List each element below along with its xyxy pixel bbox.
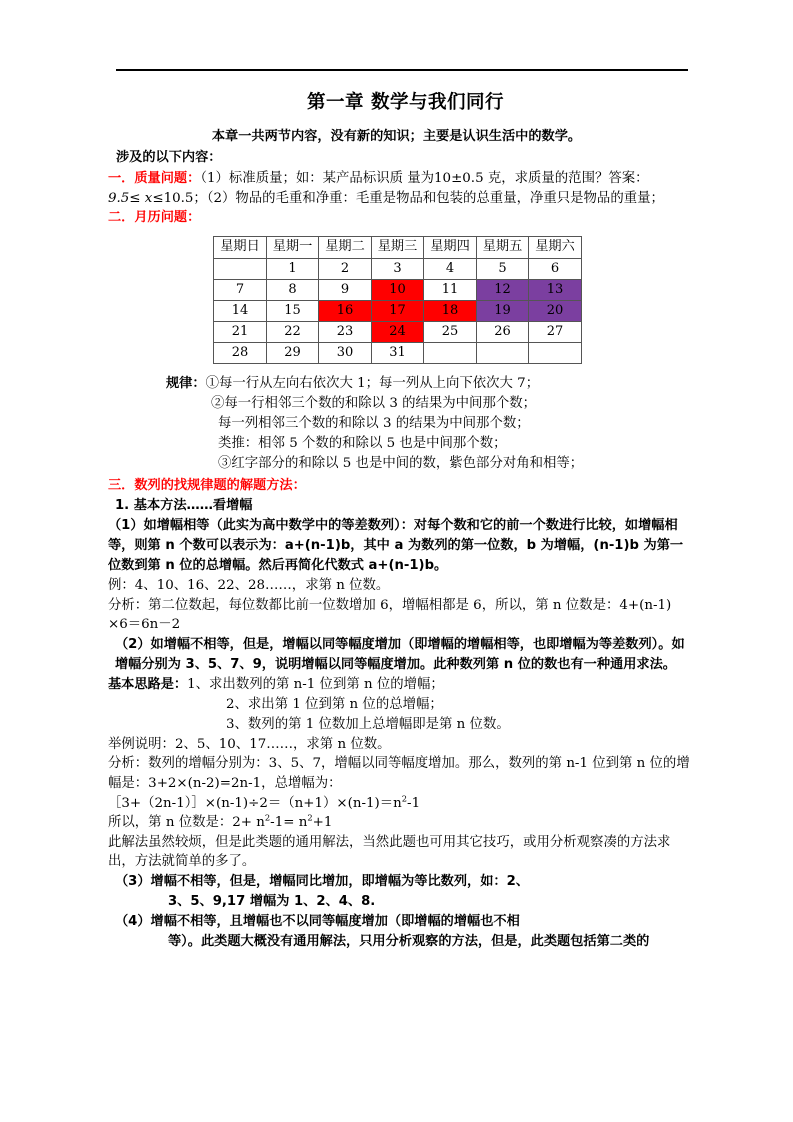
calendar-day-cell: 9 [319, 279, 372, 300]
calendar-day-cell: 27 [529, 321, 582, 342]
analysis-1: 分析：第二位数起，每位数都比前一位数增加 6，增幅相都是 6，所以，第 n 位数是：4+(n-1) [108, 597, 672, 613]
calendar-day-cell: 10 [371, 279, 424, 300]
calendar-week-row [214, 342, 582, 363]
calendar-day-cell: 4 [424, 258, 477, 279]
calendar-rules-block [108, 374, 693, 475]
analysis-1-cont: ×6＝6n－2 [108, 617, 181, 633]
calendar-day-cell: 2 [319, 258, 372, 279]
rule-line-4 [166, 434, 693, 454]
calendar-header-cell-6: 星期六 [529, 236, 582, 258]
calendar-day-cell: 8 [266, 279, 319, 300]
calendar-header-row [214, 236, 582, 258]
section-1-text-a: （1）标准质量；如：某产品标识质 量为10±0.5 克，求质量的范围？答案： [200, 171, 649, 187]
section-1-ineq-var: x [144, 191, 153, 207]
section-1-paragraph [108, 169, 693, 189]
calendar-day-cell: 11 [424, 279, 477, 300]
calendar-day-cell: 28 [214, 342, 267, 363]
header-rule [116, 69, 688, 71]
section-1-heading: 一．质量问题： [108, 171, 201, 187]
section-1-paragraph-b [108, 189, 693, 209]
month-calendar-table [213, 236, 582, 364]
calendar-day-cell [529, 342, 582, 363]
rule-text-2: ②每一行相邻三个数的和除以 3 的结果为中间那个数； [211, 396, 537, 412]
calendar-week-row [214, 300, 582, 321]
calendar-day-cell: 24 [371, 321, 424, 342]
calendar-header-cell-3: 星期三 [371, 236, 424, 258]
method-1-title: 1. 基本方法……看增幅 [115, 497, 253, 513]
rule-line-1 [166, 374, 693, 394]
calendar-day-cell [476, 342, 529, 363]
calendar-header-cell-0: 星期日 [214, 236, 267, 258]
calendar-day-cell: 1 [266, 258, 319, 279]
calendar-day-cell: 5 [476, 258, 529, 279]
calendar-day-cell: 21 [214, 321, 267, 342]
approach-label: 基本思路是： [108, 677, 188, 693]
approach-step-2-line: 2、求出第 1 位到第 n 位的总增幅； [226, 697, 443, 713]
formula-2-main: 所以，第 n 位数是：2+ n [108, 815, 265, 831]
method-item-1: （1）如增幅相等（此实为高中数学中的等差数列）：对每个数和它的前一个数进行比较，如增幅相等，则第 n 个数可以表示为：a+(n-1)b，其中 a 为数列的第一位数，b 为增幅，(n-1)b 为第一位数到第 n 位的总增幅。然后再简化代数式 a+(n-1)b。 [108, 517, 684, 573]
section-3-heading: 三．数列的找规律题的解题方法： [108, 477, 306, 493]
calendar-day-cell: 18 [424, 300, 477, 321]
formula-2-mid: -1= n [270, 815, 308, 831]
rule-text-5: ③红字部分的和除以 5 也是中间的数，紫色部分对角和相等； [218, 456, 584, 472]
calendar-day-cell: 12 [476, 279, 529, 300]
calendar-header-cell-4: 星期四 [424, 236, 477, 258]
section-1-ineq-le2: ≤10.5 [152, 191, 194, 207]
rules-label: 规律： [166, 375, 206, 391]
formula-1-main: ［3+（2n-1）］×(n-1)÷2＝（n+1）×(n-1)＝n [108, 795, 402, 811]
formula-1 [108, 794, 693, 814]
calendar-day-cell: 6 [529, 258, 582, 279]
rule-text-1: ①每一行从左向右依次大 1；每一列从上向下依次大 7； [205, 375, 540, 391]
section-2-heading: 二．月历问题： [108, 209, 201, 225]
calendar-day-cell: 3 [371, 258, 424, 279]
rule-line-3 [166, 414, 693, 434]
formula-2-exponent-1: 2 [264, 813, 271, 824]
calendar-day-cell: 16 [319, 300, 372, 321]
calendar-week-row [214, 279, 582, 300]
rule-line-2 [166, 394, 693, 414]
method-item-4-line-2: 等）。此类题大概没有通用解法，只用分析观察的方法，但是，此类题包括第二类的 [168, 933, 650, 949]
section-1-text-b-rest: ；（2）物品的毛重和净重：毛重是物品和包装的总重量，净重只是物品的重量； [193, 191, 664, 207]
calendar-day-cell: 13 [529, 279, 582, 300]
calendar-day-cell: 7 [214, 279, 267, 300]
calendar-wrapper [108, 236, 693, 364]
calendar-day-cell: 22 [266, 321, 319, 342]
calendar-day-cell: 23 [319, 321, 372, 342]
example-1: 例：4、10、16、22、28……，求第 n 位数。 [108, 577, 390, 593]
intro-line-2: 涉及的以下内容： [116, 150, 222, 166]
calendar-day-cell: 26 [476, 321, 529, 342]
formula-1-exponent: 2 [401, 793, 408, 804]
calendar-day-cell: 25 [424, 321, 477, 342]
calendar-day-cell: 31 [371, 342, 424, 363]
method-item-2: （2）如增幅不相等，但是，增幅以同等幅度增加（即增幅的增幅相等，也即增幅为等差数列）。如增幅分别为 3、5、7、9，说明增幅以同等幅度增加。此种数列第 n 位的数也有一种通用求法。 [115, 637, 685, 673]
intro-line-1: 本章一共两节内容，没有新的知识；主要是认识生活中的数学。 [211, 128, 582, 144]
method-item-4-line-1: （4）增幅不相等，且增幅也不以同等幅度增加（即增幅的增幅也不相 [115, 913, 520, 929]
section-1-ineq-prefix: 9.5 [108, 191, 130, 207]
calendar-day-cell: 19 [476, 300, 529, 321]
calendar-day-cell [424, 342, 477, 363]
rule-line-5 [166, 454, 693, 474]
calendar-day-cell [214, 258, 267, 279]
calendar-day-cell: 29 [266, 342, 319, 363]
calendar-day-cell: 14 [214, 300, 267, 321]
analysis-2: 分析：数列的增幅分别为：3、5、7，增幅以同等幅度增加。那么，数列的第 n-1 位到第 n 位的增幅是：3+2×(n-2)=2n-1，总增幅为： [108, 756, 690, 792]
calendar-week-row [214, 258, 582, 279]
example-2: 举例说明：2、5、10、17……，求第 n 位数。 [108, 736, 391, 752]
formula-2-exponent-2: 2 [307, 813, 313, 824]
page-title: 第一章 数学与我们同行 [307, 92, 504, 113]
approach-step-3-line: 3、数列的第 1 位数加上总增幅即是第 n 位数。 [226, 716, 510, 732]
rule-text-4: 类推：相邻 5 个数的和除以 5 也是中间那个数； [218, 436, 507, 452]
remark-paragraph: 此解法虽然较烦，但是此类题的通用解法，当然此题也可用其它技巧，或用分析观察凑的方法求出，方法就简单的多了。 [108, 835, 671, 870]
approach-line-1 [108, 675, 693, 695]
method-item-3-line-2: 3、5、9,17 增幅为 1、2、4、8. [168, 893, 376, 909]
rule-text-3: 每一列相邻三个数的和除以 3 的结果为中间那个数； [218, 416, 530, 432]
formula-1-tail: -1 [407, 795, 421, 811]
formula-2 [108, 813, 693, 833]
document-content [108, 90, 693, 952]
method-item-3-line-1: （3）增幅不相等，但是，增幅同比增加，即增幅为等比数列，如：2、 [115, 873, 529, 889]
calendar-day-cell: 15 [266, 300, 319, 321]
calendar-day-cell: 20 [529, 300, 582, 321]
calendar-day-cell: 17 [371, 300, 424, 321]
calendar-day-cell: 30 [319, 342, 372, 363]
section-1-ineq-le1: ≤ [129, 191, 145, 207]
calendar-week-row [214, 321, 582, 342]
calendar-header-cell-5: 星期五 [476, 236, 529, 258]
formula-2-tail: +1 [312, 815, 333, 831]
calendar-header-cell-1: 星期一 [266, 236, 319, 258]
approach-step-1: 1、求出数列的第 n-1 位到第 n 位的增幅； [187, 677, 444, 693]
calendar-header-cell-2: 星期二 [319, 236, 372, 258]
